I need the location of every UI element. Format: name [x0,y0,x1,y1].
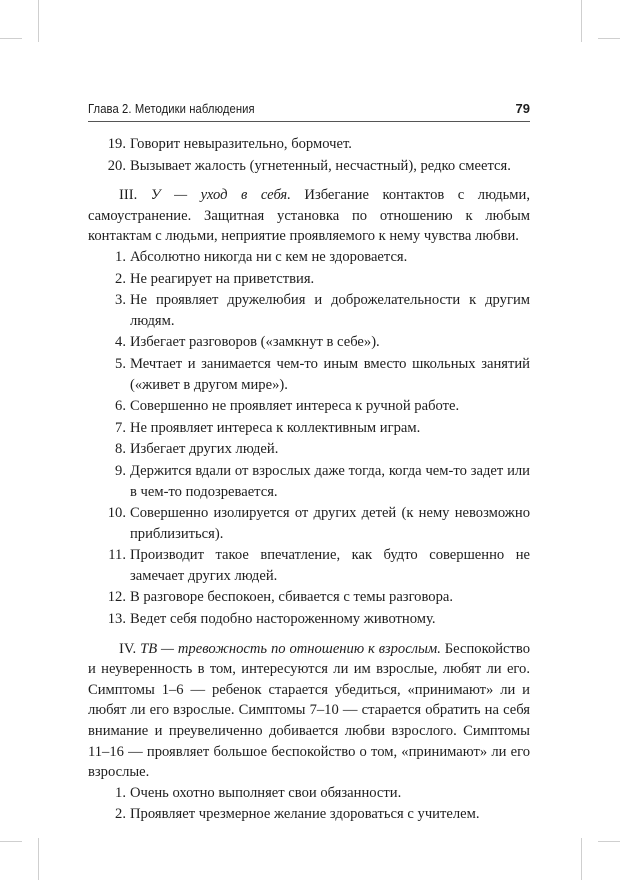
item-number: 1. [115,784,126,801]
list-item [88,247,530,268]
section-text: Избегание контактов с людьми, самоустранение. Защитная установка по отношению к любым контактам с людьми, неприятие проявляемого к нему чувства любви. [88,187,531,245]
section-numeral: IV. [119,640,141,657]
item-text: Говорит невыразительно, бормочет. [130,136,352,152]
section-title: У — уход в себя. [150,187,291,204]
item-text: Мечтает и занимается чем-то иным вместо школьных занятий («живет в другом мире»). [130,355,530,393]
list-item [88,804,530,825]
item-number: 8. [115,441,126,458]
item-text: Производит такое впечатление, как будто совершенно не замечает других людей. [130,547,530,584]
section-4-paragraph [88,639,530,783]
item-number: 20. [107,157,126,174]
list-item [88,396,530,417]
item-number: 4. [115,334,126,351]
item-text: Не реагирует на приветствия. [130,270,315,287]
crop-mark [598,38,620,39]
crop-mark [0,38,22,39]
item-number: 19. [107,136,126,152]
item-number: 3. [115,292,126,309]
list-item [88,332,530,353]
list-section-3 [88,247,530,630]
item-text: Совершенно не проявляет интереса к ручной работе. [130,398,460,415]
item-text: Не проявляет дружелюбия и доброжелательности к другим людям. [130,292,530,329]
list-item [88,587,530,608]
list-item [88,156,530,177]
item-text: Очень охотно выполняет свои обязанности. [130,784,402,801]
item-number: 13. [107,611,126,628]
page-header [88,101,530,122]
crop-mark [38,0,39,42]
list-item [88,418,530,439]
item-number: 1. [115,248,126,265]
crop-mark [581,838,582,880]
list-item [88,354,530,395]
item-text: Избегает других людей. [130,441,279,458]
item-text: Не проявляет интереса к коллективным играм. [130,419,421,436]
running-head: Глава 2. Методики наблюдения [88,102,255,116]
item-number: 6. [115,398,126,415]
list-item [88,503,530,544]
list-item [88,609,530,630]
list-top [88,134,530,176]
list-item [88,269,530,290]
item-text: Держится вдали от взрослых даже тогда, когда чем-то задет или в чем-то подозревается. [130,462,530,500]
item-number: 5. [115,355,126,372]
item-text: В разговоре беспокоен, сбивается с темы разговора. [130,589,453,606]
list-item [88,461,530,502]
item-text: Избегает разговоров («замкнут в себе»). [130,334,380,351]
list-item [88,545,530,586]
item-text: Совершенно изолируется от других детей (к нему невозможно приблизиться). [130,505,530,542]
item-number: 2. [115,270,126,287]
page-number: 79 [515,101,530,116]
crop-mark [0,841,22,842]
section-3-paragraph [88,185,530,247]
item-number: 10. [107,505,126,522]
item-number: 11. [108,547,126,564]
list-item [88,783,530,804]
item-text: Проявляет чрезмерное желание здороваться с учителем. [130,806,480,823]
list-section-4 [88,783,530,825]
item-text: Ведет себя подобно настороженному животному. [130,611,436,628]
item-text: Абсолютно никогда ни с кем не здоровается. [130,248,408,265]
list-item [88,290,530,331]
section-title: ТВ — тревожность по отношению к взрослым. [140,640,441,657]
page-content [88,134,530,826]
list-item [88,134,530,155]
item-number: 9. [115,462,126,479]
item-number: 7. [115,419,126,436]
section-numeral: III. [119,187,151,204]
crop-mark [38,838,39,880]
crop-mark [598,841,620,842]
item-text: Вызывает жалость (угнетенный, несчастный), редко смеется. [130,157,511,174]
section-text: Беспокойство и неуверенность в том, интересуются ли им взрослые, любят ли его. Симптомы 1–6 — ребенок старается убедиться, «принимают» ли и любят ли его взрослые. Симптомы 7–10 — старается обратить на себя внимание и преувеличенно добивается любви взрослого. Симптомы 11–16 — проявляет большое беспокойство о том, «принимают» ли его взрослые. [88,640,530,781]
crop-mark [581,0,582,42]
item-number: 12. [107,589,126,606]
list-item [88,439,530,460]
item-number: 2. [115,806,126,823]
